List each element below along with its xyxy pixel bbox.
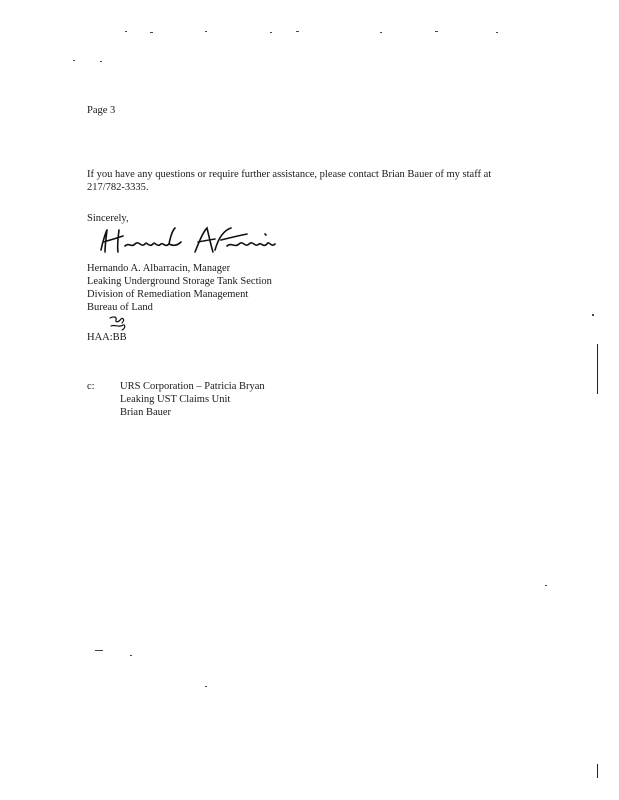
- signer-name: Hernando A. Albarracin, Manager: [87, 263, 231, 274]
- cc-recipient: Brian Bauer: [120, 407, 172, 418]
- signer-division: Division of Remediation Management: [87, 289, 249, 300]
- signer-bureau: Bureau of Land: [87, 302, 153, 313]
- typist-initials: HAA:BB: [87, 332, 127, 343]
- cc-recipient: URS Corporation – Patricia Bryan: [120, 381, 265, 392]
- handwritten-signature-icon: [97, 224, 287, 262]
- paragraph-line: If you have any questions or require further assistance, please contact Brian Bauer of my staff at: [87, 169, 492, 180]
- paragraph-line: 217/782-3335.: [87, 182, 149, 193]
- page-number: Page 3: [87, 105, 116, 116]
- cc-label: c:: [87, 381, 95, 392]
- salutation: Sincerely,: [87, 213, 129, 224]
- signer-section: Leaking Underground Storage Tank Section: [87, 276, 272, 287]
- cc-recipient: Leaking UST Claims Unit: [120, 394, 231, 405]
